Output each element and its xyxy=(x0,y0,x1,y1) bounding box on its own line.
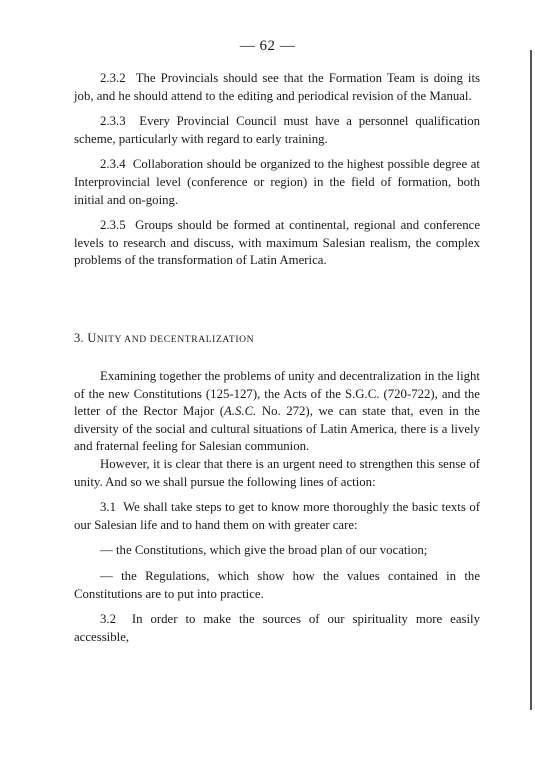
dash-item-constitutions: — the Constitutions, which give the broad plan of our vocation; xyxy=(100,543,428,558)
paragraph-text: Every Provincial Council must have a personnel qualification scheme, particularly with regard to early training. xyxy=(74,114,480,146)
intro-text-b: No. 272), we can state that, even in the diversity of the social and cultural situations of Latin America, there is a lively and fraternal feeling for Salesian communion. xyxy=(74,404,480,454)
dash-item-regulations: — the Regulations, which show how the values contained in the Constitutions are to put into practice. xyxy=(74,568,480,601)
page-edge-rule xyxy=(530,50,532,710)
paragraph-2-3-3 xyxy=(74,113,480,148)
paragraph-text: The Provincials should see that the Formation Team is doing its job, and he should attend to the editing and periodical revision of the Manual. xyxy=(74,71,480,103)
paragraph-2-3-5 xyxy=(74,217,480,270)
page-number: — 62 — xyxy=(239,38,296,54)
section-heading xyxy=(74,331,254,346)
item-number: 3.1 xyxy=(100,500,116,515)
intro-paragraph-2: However, it is clear that there is an urgent need to strengthen this sense of unity. And so we shall pursue the following lines of action: xyxy=(74,456,480,489)
paragraph-number: 2.3.5 xyxy=(100,218,126,233)
paragraph-text: Groups should be formed at continental, regional and conference levels to research and discuss, with maximum Salesian realism, the complex problems of the transformation of Latin America. xyxy=(74,218,481,268)
item-number: 3.2 xyxy=(100,612,116,627)
item-3-2 xyxy=(74,611,480,646)
paragraph-2-3-2 xyxy=(74,70,480,105)
item-3-1 xyxy=(74,499,480,534)
intro-text-a: Examining together the problems of unity and decentralization in the light of the new Constitutions (125-127), the Acts of the S.G.C. (720-722), and the letter of the Rector Major ( xyxy=(74,369,480,419)
section-number: 3. xyxy=(74,331,84,345)
item-text: We shall take steps to get to know more thoroughly the basic texts of our Salesian life and to hand them on with greater care: xyxy=(74,500,481,532)
paragraph-number: 2.3.4 xyxy=(100,157,126,172)
intro-paragraph-1 xyxy=(74,368,480,456)
paragraph-2-3-4 xyxy=(74,156,480,209)
paragraph-text: Collaboration should be organized to the highest possible degree at Interprovincial level (conference or region) in the field of formation, both initial and on-going. xyxy=(74,157,480,207)
section-body xyxy=(74,368,480,646)
paragraph-number: 2.3.3 xyxy=(100,114,126,129)
subsection-list xyxy=(74,70,480,270)
item-text: In order to make the sources of our spirituality more easily accessible, xyxy=(74,612,480,644)
paragraph-number: 2.3.2 xyxy=(100,71,126,85)
intro-text-italic: A.S.C. xyxy=(223,404,257,419)
section-title-rest: NITY AND DECENTRALIZATION xyxy=(96,334,255,345)
section-title-initial: U xyxy=(87,331,97,345)
